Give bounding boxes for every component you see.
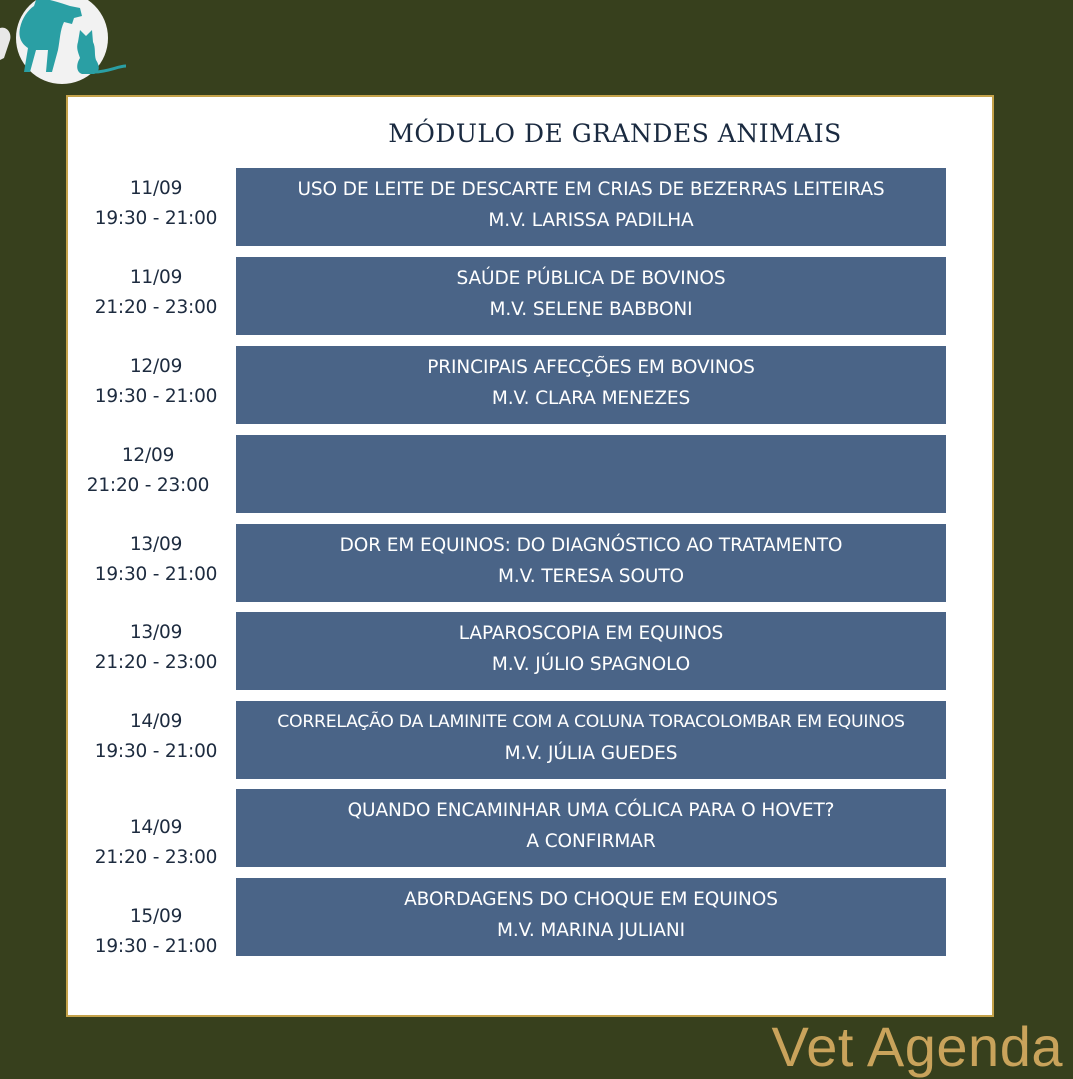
dog-cat-logo-icon	[0, 0, 140, 90]
session-date: 15/09	[129, 906, 183, 927]
schedule-row	[68, 524, 992, 602]
session-date: 14/09	[129, 711, 183, 732]
session-date: 12/09	[121, 445, 175, 466]
session-topic: DOR EM EQUINOS: DO DIAGNÓSTICO AO TRATAMENTO	[339, 535, 843, 556]
session-hours: 19:30 - 21:00	[94, 564, 218, 585]
session-time	[82, 902, 230, 962]
session-speaker: M.V. SELENE BABBONI	[489, 299, 693, 320]
session-speaker: M.V. JÚLIO SPAGNOLO	[491, 654, 691, 675]
session-hours: 21:20 - 23:00	[94, 652, 218, 673]
session-speaker: M.V. JÚLIA GUEDES	[504, 743, 678, 764]
session-box	[236, 789, 946, 867]
session-box	[236, 878, 946, 956]
session-hours: 21:20 - 23:00	[94, 297, 218, 318]
session-speaker: A CONFIRMAR	[526, 831, 656, 852]
session-date: 13/09	[129, 534, 183, 555]
session-box	[236, 346, 946, 424]
session-box	[236, 435, 946, 513]
session-time	[82, 530, 230, 590]
schedule-row	[68, 612, 992, 690]
schedule-row	[68, 346, 992, 424]
session-box	[236, 524, 946, 602]
session-box	[236, 257, 946, 335]
schedule-row	[68, 789, 992, 867]
session-speaker: M.V. MARINA JULIANI	[497, 920, 685, 941]
session-hours: 19:30 - 21:00	[94, 741, 218, 762]
schedule-row	[68, 257, 992, 335]
session-date: 14/09	[129, 817, 183, 838]
session-box	[236, 701, 946, 779]
schedule-card	[66, 95, 994, 1017]
session-hours: 19:30 - 21:00	[94, 208, 218, 229]
session-time	[82, 707, 230, 767]
session-topic: ABORDAGENS DO CHOQUE EM EQUINOS	[404, 889, 778, 910]
session-date: 13/09	[129, 622, 183, 643]
session-box	[236, 612, 946, 690]
session-topic: SAÚDE PÚBLICA DE BOVINOS	[456, 268, 726, 289]
schedule-row	[68, 878, 992, 956]
session-time	[82, 263, 230, 323]
session-time	[82, 352, 230, 412]
session-date: 11/09	[129, 178, 183, 199]
session-time	[82, 813, 230, 873]
session-time	[82, 618, 230, 678]
schedule-row	[68, 168, 992, 246]
session-speaker: M.V. LARISSA PADILHA	[488, 210, 694, 231]
session-topic: PRINCIPAIS AFECÇÕES EM BOVINOS	[427, 357, 755, 378]
session-hours: 19:30 - 21:00	[94, 936, 218, 957]
module-title: MÓDULO DE GRANDES ANIMAIS	[388, 119, 842, 148]
schedule-row	[68, 435, 992, 513]
session-hours: 19:30 - 21:00	[94, 386, 218, 407]
session-topic: QUANDO ENCAMINHAR UMA CÓLICA PARA O HOVET?	[347, 800, 835, 821]
watermark-text: Vet Agenda	[771, 1015, 1063, 1078]
schedule-row	[68, 701, 992, 779]
session-date: 11/09	[129, 267, 183, 288]
session-topic: CORRELAÇÃO DA LAMINITE COM A COLUNA TORACOLOMBAR EM EQUINOS	[277, 712, 905, 732]
session-hours: 21:20 - 23:00	[86, 475, 210, 496]
session-speaker: M.V. TERESA SOUTO	[497, 566, 685, 587]
session-topic: LAPAROSCOPIA EM EQUINOS	[458, 623, 724, 644]
session-topic: USO DE LEITE DE DESCARTE EM CRIAS DE BEZERRAS LEITEIRAS	[297, 179, 885, 200]
session-box	[236, 168, 946, 246]
session-time	[74, 441, 222, 501]
session-hours: 21:20 - 23:00	[94, 847, 218, 868]
session-speaker: M.V. CLARA MENEZES	[491, 388, 691, 409]
session-date: 12/09	[129, 356, 183, 377]
session-time	[82, 174, 230, 234]
